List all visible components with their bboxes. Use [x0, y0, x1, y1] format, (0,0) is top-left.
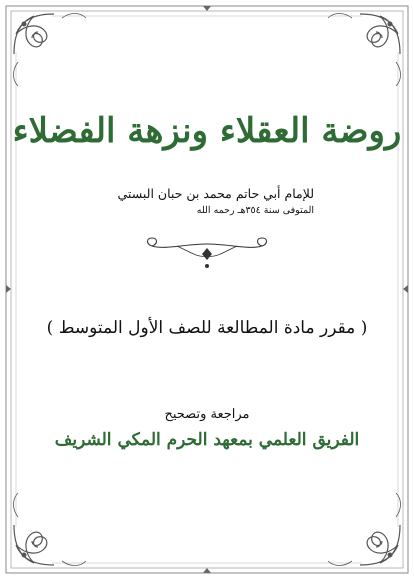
floral-divider-icon — [148, 238, 267, 268]
course-line: ( مقرر مادة المطالعة للصف الأول المتوسط ) — [46, 318, 368, 338]
review-label: مراجعة وتصحيح — [164, 407, 250, 422]
corner-ornament-icon — [328, 493, 401, 566]
corner-ornament-icon — [328, 14, 401, 87]
review-team: الفريق العلمي بمعهد الحرم المكي الشريف — [54, 430, 360, 450]
death-date-line: المتوفى سنة ٣٥٤هـ رحمه الله — [196, 205, 314, 216]
corner-ornament-icon — [14, 14, 87, 87]
author-line: للإمام أبي حاتم محمد بن حبان البستي — [117, 186, 314, 201]
corner-ornament-icon — [14, 493, 87, 566]
book-title: روضة العقلاء ونزهة الفضلاء — [12, 111, 402, 151]
side-ornament-icon — [6, 6, 408, 573]
